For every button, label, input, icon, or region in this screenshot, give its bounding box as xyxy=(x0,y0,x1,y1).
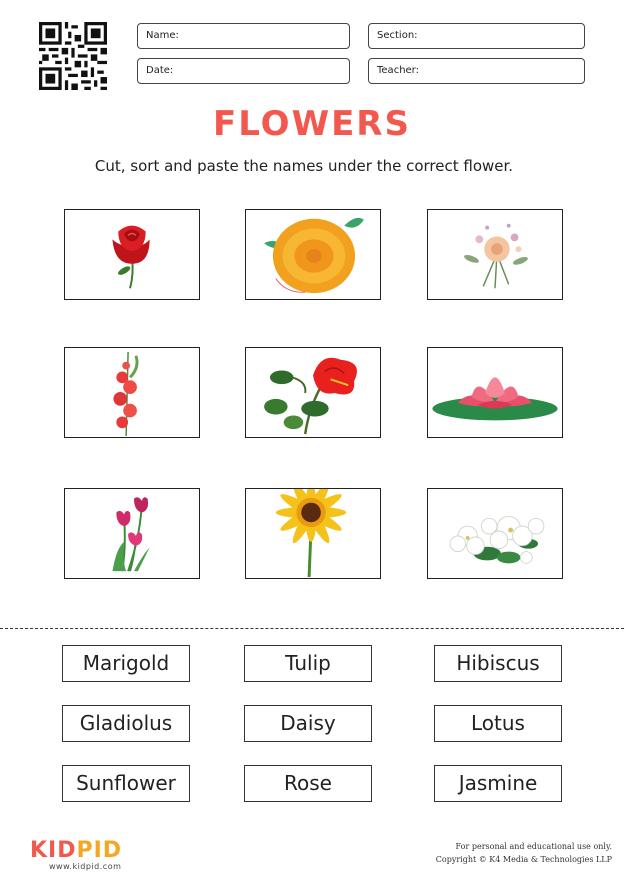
label-card[interactable]: Hibiscus xyxy=(434,645,562,682)
teacher-label: Teacher: xyxy=(377,65,419,76)
logo-part-kid: KID xyxy=(30,838,77,863)
bouquet-image xyxy=(427,209,563,300)
teacher-field[interactable] xyxy=(368,58,585,84)
copyright-notice xyxy=(436,840,612,866)
label-card[interactable]: Lotus xyxy=(434,705,562,742)
copyright-line: Copyright © K4 Media & Technologies LLP xyxy=(435,855,612,864)
label-card[interactable]: Marigold xyxy=(62,645,190,682)
marigold-image xyxy=(245,209,381,300)
date-field[interactable] xyxy=(137,58,350,84)
lotus-image xyxy=(427,347,563,438)
page-title: FLOWERS xyxy=(213,104,411,144)
rose-image xyxy=(64,209,200,300)
name-field[interactable] xyxy=(137,23,350,49)
jasmine-image xyxy=(427,488,563,579)
cut-line xyxy=(0,628,624,629)
hibiscus-image xyxy=(245,347,381,438)
section-label: Section: xyxy=(377,30,418,41)
label-card[interactable]: Rose xyxy=(244,765,372,802)
name-label: Name: xyxy=(146,30,179,41)
label-card[interactable]: Daisy xyxy=(244,705,372,742)
date-label: Date: xyxy=(146,65,174,76)
logo-part-pid: PID xyxy=(76,838,123,863)
kidpid-logo xyxy=(30,838,122,863)
site-url: www.kidpid.com xyxy=(49,862,122,871)
section-field[interactable] xyxy=(368,23,585,49)
label-card[interactable]: Sunflower xyxy=(62,765,190,802)
instructions: Cut, sort and paste the names under the correct flower. xyxy=(94,157,514,175)
label-card[interactable]: Jasmine xyxy=(434,765,562,802)
qr-code xyxy=(39,22,107,90)
label-card[interactable]: Gladiolus xyxy=(62,705,190,742)
sunflower-image xyxy=(245,488,381,579)
gladiolus-image xyxy=(64,347,200,438)
usage-note: For personal and educational use only. xyxy=(455,842,612,851)
label-card[interactable]: Tulip xyxy=(244,645,372,682)
tulip-image xyxy=(64,488,200,579)
